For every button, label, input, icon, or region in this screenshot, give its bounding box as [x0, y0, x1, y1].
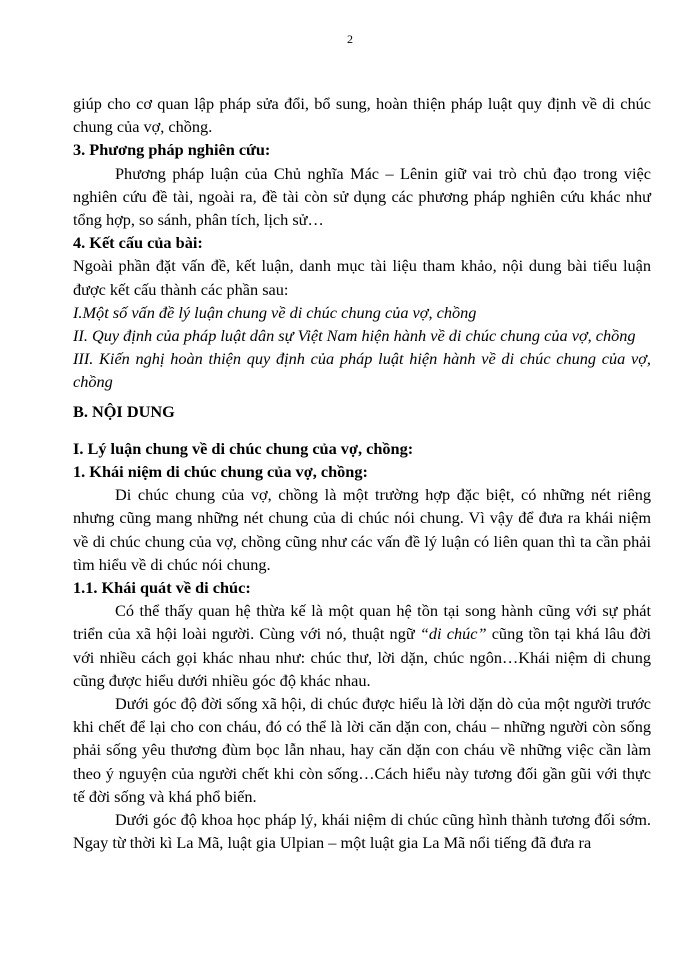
heading-overview: 1.1. Khái quát về di chúc:	[73, 578, 251, 598]
legal-perspective-paragraph: Dưới góc độ khoa học pháp lý, khái niệm di chúc cũng hình thành tương đối sớm. Ngay từ thời kì La Mã, luật gia Ulpian – một luật gia La Mã nổi tiếng đã đưa ra	[73, 810, 651, 853]
heading-research-method: 3. Phương pháp nghiên cứu:	[73, 140, 271, 160]
heading-concept: 1. Khái niệm di chúc chung của vợ, chồng:	[73, 462, 368, 482]
overview-paragraph	[73, 599, 651, 692]
section-title-content: B. NỘI DUNG	[73, 401, 175, 421]
structure-item-1: I.Một số vấn đề lý luận chung về di chúc chung của vợ, chồng	[73, 302, 477, 322]
page-number: 2	[347, 32, 353, 46]
structure-paragraph: Ngoài phần đặt vấn đề, kết luận, danh mục tài liệu tham khảo, nội dung bài tiểu luận được kết cấu thành các phần sau:	[73, 256, 651, 299]
research-method-paragraph: Phương pháp luận của Chủ nghĩa Mác – Lênin giữ vai trò chủ đạo trong việc nghiên cứu đề tài, ngoài ra, đề tài còn sử dụng các phương pháp nghiên cứu khác như tổng hợp, so sánh, phân tích, lịch sử…	[73, 163, 651, 230]
overview-text-before: Có thể thấy quan hệ thừa kế là một quan hệ tồn tại song hành cũng với sự phát triển của xã hội loài người. Cùng với nó, thuật ngữ	[73, 601, 651, 644]
intro-continuation-paragraph: giúp cho cơ quan lập pháp sửa đổi, bổ sung, hoàn thiện pháp luật quy định về di chúc chung của vợ, chồng.	[73, 94, 651, 137]
heading-structure: 4. Kết cấu của bài:	[73, 233, 203, 253]
document-body	[73, 92, 651, 855]
overview-italic-term: “di chúc”	[419, 624, 487, 644]
social-perspective-paragraph: Dưới góc độ đời sống xã hội, di chúc được hiểu là lời dặn dò của một người trước khi chết để lại cho con cháu, đó có thể là lời căn dặn con, cháu – những người còn sống phải sống yêu thương đùm bọc lẫn nhau, hay căn dặn con cháu về những việc cần làm theo ý nguyện của người chết khi còn sống…Cách hiểu này tương đối gần gũi với thực tế đời sống và khá phổ biến.	[73, 694, 651, 806]
overview-text-after: cũng tồn tại khá lâu đời với nhiều cách gọi khác nhau như: chúc thư, lời dặn, chúc ngôn…Khái niệm di chung cũng được hiểu dưới nhiều góc độ khác nhau.	[73, 624, 651, 690]
structure-item-2: II. Quy định của pháp luật dân sự Việt Nam hiện hành về di chúc chung của vợ, chồng	[73, 326, 636, 346]
concept-paragraph: Di chúc chung của vợ, chồng là một trường hợp đặc biệt, có những nét riêng nhưng cũng mang những nét chung của di chúc nói chung. Vì vậy để đưa ra khái niệm về di chúc chung của vợ, chồng cũng như các vấn đề lý luận có liên quan thì ta cần phải tìm hiểu về di chúc nói chung.	[73, 485, 651, 574]
heading-theory: I. Lý luận chung về di chúc chung của vợ, chồng:	[73, 438, 414, 458]
structure-item-3: III. Kiến nghị hoàn thiện quy định của pháp luật hiện hành về di chúc chung của vợ, chồng	[73, 349, 651, 392]
